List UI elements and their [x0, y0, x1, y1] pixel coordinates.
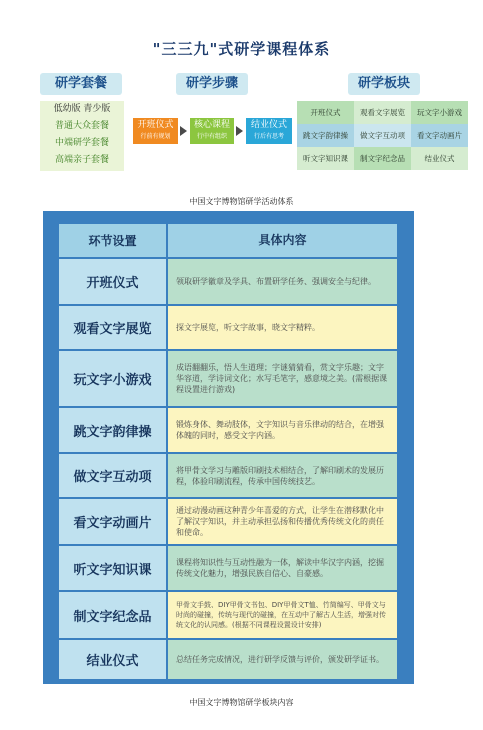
module-cell: 制文字纪念品	[354, 147, 411, 170]
step-label: 开班仪式	[137, 120, 174, 130]
row-name: 开班仪式	[59, 259, 166, 304]
package-item: 中端研学套餐	[54, 138, 109, 148]
module-cell: 听文字知识课	[297, 147, 354, 170]
table-row	[59, 259, 397, 304]
row-name: 看文字动画片	[59, 499, 166, 544]
table-row	[59, 408, 397, 452]
caption-module-content: 中国文字博物馆研学板块内容	[189, 698, 294, 707]
step-closing	[246, 118, 292, 144]
arrow-right-icon	[236, 126, 243, 136]
module-cell: 做文字互动项	[354, 124, 411, 147]
row-content: 领取研学徽章及学具、布置研学任务、强调安全与纪律。	[168, 259, 397, 304]
module-cell: 跳文字韵律操	[297, 124, 354, 147]
header-cell: 具体内容	[168, 224, 397, 257]
module-cell: 结业仪式	[411, 147, 468, 170]
row-name: 观看文字展览	[59, 306, 166, 349]
packages-header: 研学套餐	[40, 73, 122, 95]
row-name: 听文字知识课	[59, 546, 166, 590]
row-name: 做文字互动项	[59, 454, 166, 497]
module-cell: 开班仪式	[297, 101, 354, 124]
step-sub: 行中有组织	[196, 133, 227, 140]
arrow-right-icon	[180, 126, 187, 136]
table-row	[59, 306, 397, 349]
table-row	[59, 546, 397, 590]
steps-header: 研学步骤	[176, 73, 248, 95]
table-row	[59, 454, 397, 497]
table-row	[59, 640, 397, 679]
packages-list	[40, 101, 124, 171]
row-content: 锻炼身体、舞动肢体，文字知识与音乐律动的结合，在增强体魄的同时，感受文字内涵。	[168, 408, 397, 452]
modules-header: 研学板块	[348, 73, 420, 95]
caption-activity-system: 中国文字博物馆研学活动体系	[189, 197, 294, 206]
package-item: 普通大众套餐	[54, 121, 109, 131]
module-cell: 玩文字小游戏	[411, 101, 468, 124]
header-cell: 环节设置	[59, 224, 166, 257]
step-sub: 行后有思考	[253, 133, 284, 140]
row-content: 通过动漫动画这种青少年喜爱的方式，让学生在潜移默化中了解汉字知识，并主动承担弘扬和传播优秀传统文化的责任和使命。	[168, 499, 397, 544]
step-label: 核心课程	[193, 120, 230, 130]
row-name: 跳文字韵律操	[59, 408, 166, 452]
table-header-row	[59, 224, 397, 257]
row-name: 结业仪式	[59, 640, 166, 679]
table-row	[59, 351, 397, 406]
row-content: 课程将知识性与互动性融为一体，解读中华汉字内涵，挖掘传统文化魅力，增强民族自信心、自豪感。	[168, 546, 397, 590]
row-content: 成语翻翻乐，悟人生道理；字谜猜猜看，赏文字乐趣；文字华容道，学诗词文化；水写毛笔字，感意境之美。(需根据课程设置进行游戏)	[168, 351, 397, 406]
row-name: 制文字纪念品	[59, 592, 166, 638]
modules-grid	[297, 101, 468, 170]
package-version: 低幼版 青少版	[53, 104, 111, 114]
row-content: 总结任务完成情况，进行研学反馈与评价，颁发研学证书。	[168, 640, 397, 679]
step-opening	[133, 118, 178, 144]
step-core	[190, 118, 234, 144]
page-title: "三三九"式研学课程体系	[152, 40, 331, 58]
package-item: 高端亲子套餐	[54, 155, 109, 165]
row-content: 甲骨文手鼓、DIY甲骨文书包、DIY甲骨文T恤、竹简编写、甲骨文与时尚的碰撞，传统与现代的碰撞，在互动中了解古人生活，增强对传统文化的认同感。(根据不同课程设置设计安排)	[168, 592, 397, 638]
step-sub: 行前有规划	[140, 133, 171, 140]
table-row	[59, 499, 397, 544]
row-content: 探文字展览，听文字故事，晓文字精粹。	[168, 306, 397, 349]
table-row	[59, 592, 397, 638]
content-table	[43, 211, 414, 684]
row-name: 玩文字小游戏	[59, 351, 166, 406]
row-content: 将甲骨文学习与雕版印刷技术相结合，了解印刷术的发展历程，体验印刷流程，传承中国传统技艺。	[168, 454, 397, 497]
module-cell: 看文字动画片	[411, 124, 468, 147]
step-label: 结业仪式	[250, 120, 287, 130]
module-cell: 观看文字展览	[354, 101, 411, 124]
